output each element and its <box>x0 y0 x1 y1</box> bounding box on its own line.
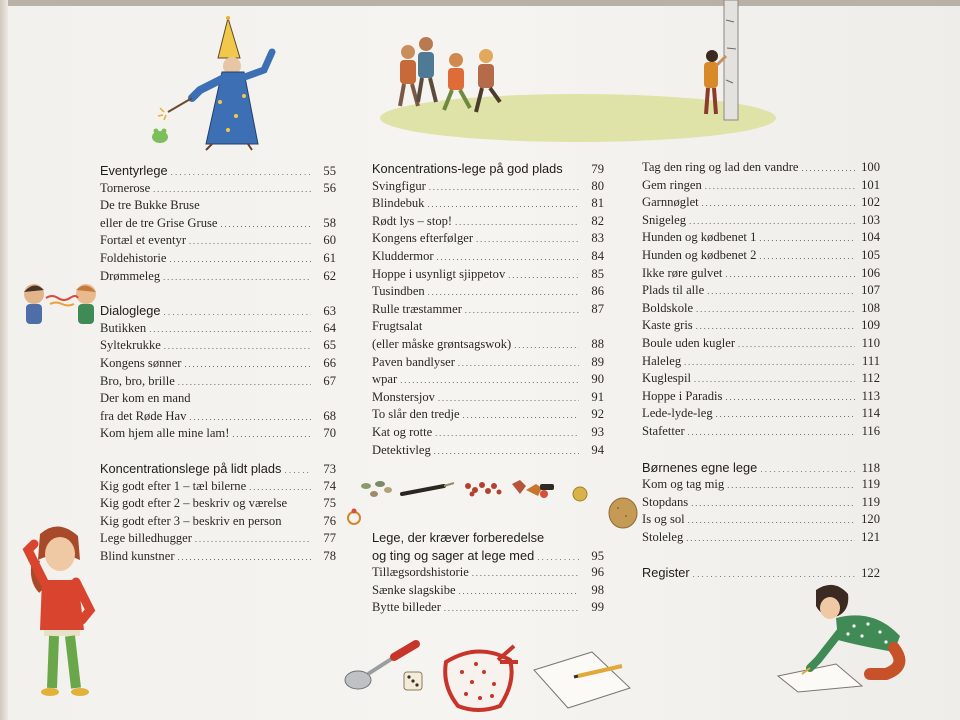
toc-page-number: 89 <box>591 354 604 369</box>
toc-leader-dots <box>185 355 312 374</box>
toc-column-3 <box>642 159 880 582</box>
toc-section-boernenes-egne-lege <box>642 459 880 547</box>
dice-icon <box>402 670 424 692</box>
toc-leader-dots <box>688 423 855 442</box>
toc-title: Lege, der kræver forberedelse <box>372 530 545 546</box>
toc-page-number: 122 <box>861 566 880 581</box>
toc-page-number: 58 <box>323 215 336 230</box>
toc-leader-dots <box>693 565 855 584</box>
toc-page-number: 94 <box>591 442 604 457</box>
toc-section-ring-lege <box>642 159 880 441</box>
toc-title: og ting og sager at lege med <box>372 547 535 563</box>
toc-leader-dots <box>178 373 311 392</box>
toc-title: wpar <box>372 372 398 387</box>
toc-title: Sænke slagskibe <box>372 582 456 597</box>
toc-title: Ikke røre gulvet <box>642 265 723 280</box>
toc-title: Haleleg <box>642 353 682 368</box>
toc-title: Kig godt efter 2 – beskriv og værelse <box>100 496 288 511</box>
toc-entry <box>372 266 604 284</box>
toc-title: Monstersjov <box>372 389 435 404</box>
toc-title: Kongens efterfølger <box>372 231 474 246</box>
toc-title: Kluddermor <box>372 248 434 263</box>
toc-page-number: 83 <box>591 231 604 246</box>
toc-page-number: 64 <box>323 320 336 335</box>
toc-title: Hoppe i Paradis <box>642 388 723 403</box>
toc-entry <box>372 389 604 407</box>
toc-page-number: 98 <box>591 582 604 597</box>
toc-entry <box>642 529 880 547</box>
toc-page-number: 101 <box>861 177 880 192</box>
toc-page-number: 109 <box>861 318 880 333</box>
toc-entry <box>100 513 336 531</box>
toc-entry <box>642 247 880 265</box>
toc-title: Kom hjem alle mine lam! <box>100 426 230 441</box>
toc-entry <box>642 194 880 212</box>
toc-title: De tre Bukke Bruse <box>100 198 200 213</box>
toc-leader-dots <box>684 353 855 372</box>
toc-title: Lege billedhugger <box>100 531 192 546</box>
toc-title: Kig godt efter 3 – beskriv en person <box>100 513 282 528</box>
toc-entry <box>372 248 604 266</box>
toc-leader-dots <box>802 159 856 178</box>
toc-leader-dots <box>400 371 579 390</box>
toc-entry <box>372 582 604 600</box>
toc-leader-dots <box>689 212 855 231</box>
toc-entry <box>372 301 604 319</box>
girl-thinking-icon <box>18 520 102 710</box>
toc-leader-dots <box>702 194 855 213</box>
toc-leader-dots <box>444 599 579 618</box>
toc-leader-dots <box>759 247 855 266</box>
toc-title: Der kom en mand <box>100 391 191 406</box>
toc-entry <box>372 424 604 442</box>
toc-entry <box>642 405 880 423</box>
toc-section-register <box>642 564 880 582</box>
toc-leader-dots <box>153 180 311 199</box>
toc-title: eller de tre Grise Gruse <box>100 215 218 230</box>
toc-entry <box>100 495 336 513</box>
toc-page-number: 65 <box>323 338 336 353</box>
potato-icon <box>606 496 640 530</box>
toc-title: Bytte billeder <box>372 600 441 615</box>
toc-page-number: 85 <box>591 266 604 281</box>
toc-title: Gem ringen <box>642 177 702 192</box>
toc-title: Frugtsalat <box>372 319 423 334</box>
toc-entry <box>642 317 880 335</box>
toc-entry <box>100 373 336 391</box>
toc-entry <box>100 337 336 355</box>
toc-entry <box>372 195 604 213</box>
toc-page-number: 121 <box>861 529 880 544</box>
toc-page-number: 61 <box>323 250 336 265</box>
toc-entry <box>100 530 336 548</box>
toc-entry <box>100 478 336 496</box>
girl-hiding-tree-icon <box>672 0 752 125</box>
toc-leader-dots <box>435 424 579 443</box>
toc-title: Kuglespil <box>642 371 691 386</box>
toc-page-number: 86 <box>591 284 604 299</box>
toc-entry <box>100 408 336 426</box>
toc-title: Plads til alle <box>642 283 705 298</box>
toc-page-number: 66 <box>323 355 336 370</box>
toc-page-number: 81 <box>591 196 604 211</box>
toc-leader-dots <box>232 425 311 444</box>
toc-page-number: 105 <box>861 247 880 262</box>
toc-leader-dots <box>428 283 579 302</box>
toc-leader-dots <box>696 300 855 319</box>
toc-entry <box>100 197 336 215</box>
toc-section-eventyrlege <box>100 162 336 285</box>
toc-title: To slår den tredje <box>372 407 460 422</box>
toc-title: Tornerose <box>100 180 151 195</box>
toc-heading <box>642 459 880 477</box>
toc-entry <box>100 390 336 408</box>
toc-page-number: 95 <box>591 548 604 563</box>
toc-heading <box>642 564 880 582</box>
toc-entry <box>100 268 336 286</box>
toc-page-number: 102 <box>861 195 880 210</box>
toc-leader-dots <box>465 301 579 320</box>
toc-leader-dots <box>691 494 855 513</box>
toc-leader-dots <box>178 548 311 567</box>
toc-section-koncentrationslege-god-plads <box>372 160 604 459</box>
toc-page-number: 119 <box>861 477 880 492</box>
toc-page-number: 116 <box>861 423 880 438</box>
toc-entry <box>372 371 604 389</box>
toc-title: Blind kunstner <box>100 548 175 563</box>
toc-title: Syltekrukke <box>100 338 161 353</box>
toc-leader-dots <box>429 178 579 197</box>
toc-leader-dots <box>705 177 855 196</box>
toc-page-number: 67 <box>323 373 336 388</box>
toc-page-number: 76 <box>323 513 336 528</box>
toc-page-number: 107 <box>861 283 880 298</box>
toc-title: fra det Røde Hav <box>100 408 187 423</box>
toc-title: Fortæl et eventyr <box>100 233 187 248</box>
toc-entry <box>642 177 880 195</box>
toc-leader-dots <box>508 266 579 285</box>
toc-title: Bro, bro, brille <box>100 373 175 388</box>
toc-title: Snigeleg <box>642 212 687 227</box>
toc-section-forberedelse <box>372 529 604 617</box>
toc-page-number: 104 <box>861 230 880 245</box>
toc-leader-dots <box>249 478 311 497</box>
toc-leader-dots <box>458 354 579 373</box>
toc-entry <box>100 355 336 373</box>
toc-page-number: 55 <box>323 164 336 178</box>
toc-title: Kig godt efter 1 – tæl bilerne <box>100 478 247 493</box>
toc-entry <box>642 476 880 494</box>
toc-page-number: 74 <box>323 478 336 493</box>
toc-page-number: 103 <box>861 212 880 227</box>
toc-title: Hoppe i usynligt sjippetov <box>372 266 506 281</box>
toc-leader-dots <box>164 337 311 356</box>
toc-entry <box>372 213 604 231</box>
toc-entry <box>372 178 604 196</box>
toc-title: Tag den ring og lad den vandre <box>642 160 799 174</box>
toc-page-number: 91 <box>591 389 604 404</box>
toc-heading <box>372 547 604 565</box>
toc-heading <box>100 162 336 180</box>
toc-title: Tusindben <box>372 284 425 299</box>
wizard-frog-icon <box>140 12 290 162</box>
toc-title: Kat og rotte <box>372 424 433 439</box>
toc-leader-dots <box>472 564 579 583</box>
whispering-kids-icon <box>20 280 102 330</box>
toc-section-koncentrationslege-lidt-plads <box>100 460 336 566</box>
toc-title: Boule uden kugler <box>642 335 736 350</box>
toc-page-number: 79 <box>591 162 604 176</box>
toc-page-number: 90 <box>591 372 604 387</box>
bandana-icon <box>438 642 520 714</box>
toc-page-number: 108 <box>861 300 880 315</box>
toc-title: Stafetter <box>642 423 685 438</box>
toc-entry <box>100 548 336 566</box>
toc-page-number: 70 <box>323 426 336 441</box>
toc-entry <box>372 283 604 301</box>
toc-entry <box>100 250 336 268</box>
toc-heading <box>372 160 604 178</box>
toc-title: Register <box>642 565 690 581</box>
paper-pencil-icon <box>530 648 634 712</box>
toc-title: Koncentrationslege på lidt plads <box>100 460 282 476</box>
toc-page-number: 62 <box>323 268 336 283</box>
toc-title: Foldehistorie <box>100 250 167 265</box>
toc-entry <box>642 370 880 388</box>
toc-page-number: 110 <box>861 335 880 350</box>
toc-entry <box>642 300 880 318</box>
toc-title: Hunden og kødbenet 2 <box>642 247 757 262</box>
toc-entry <box>372 442 604 460</box>
toc-page-number: 78 <box>323 548 336 563</box>
toc-page-number: 112 <box>861 371 880 386</box>
toc-leader-dots <box>189 408 311 427</box>
toc-entry <box>372 336 604 354</box>
toc-page-number: 56 <box>323 180 336 195</box>
toc-entry <box>642 229 880 247</box>
toc-leader-dots <box>459 582 579 601</box>
toc-entry <box>642 212 880 230</box>
toc-title: Paven bandlyser <box>372 354 455 369</box>
toc-title: Kaste gris <box>642 318 693 333</box>
toc-section-dialoglege <box>100 302 336 443</box>
toc-entry <box>100 425 336 443</box>
toc-page-number: 88 <box>591 336 604 351</box>
toc-entry <box>642 265 880 283</box>
toc-leader-dots <box>169 250 311 269</box>
toc-entry <box>100 232 336 250</box>
toc-title: Kom og tag mig <box>642 477 725 492</box>
toc-column-1 <box>100 162 336 565</box>
toc-page-number: 60 <box>323 233 336 248</box>
toc-entry <box>372 354 604 372</box>
toc-entry <box>100 320 336 338</box>
toc-heading <box>372 529 604 547</box>
toc-leader-dots <box>725 388 855 407</box>
toc-title: Dialoglege <box>100 303 161 319</box>
toc-leader-dots <box>716 405 855 424</box>
toc-page-number: 75 <box>323 496 336 511</box>
toc-title: Rulle træstammer <box>372 301 462 316</box>
toc-page-number: 106 <box>861 265 880 280</box>
toc-title: Børnenes egne lege <box>642 459 758 475</box>
toc-leader-dots <box>149 320 311 339</box>
toc-leader-dots <box>738 335 855 354</box>
toc-title: Is og sol <box>642 512 685 527</box>
toc-page-number: 93 <box>591 424 604 439</box>
toc-title: Drømmeleg <box>100 268 161 283</box>
toc-page-number: 114 <box>861 406 880 421</box>
toc-title: Koncentrations-lege på god plads <box>372 161 563 176</box>
toc-entry <box>642 335 880 353</box>
toc-entry <box>372 406 604 424</box>
toc-title: Kongens sønner <box>100 355 182 370</box>
toc-leader-dots <box>434 442 579 461</box>
book-spine-edge <box>0 0 8 720</box>
toc-leader-dots <box>189 232 311 251</box>
toc-page-number: 96 <box>591 565 604 580</box>
toc-leader-dots <box>725 265 855 284</box>
toc-entry <box>642 282 880 300</box>
toc-leader-dots <box>195 530 311 549</box>
toc-page-number: 120 <box>861 512 880 527</box>
toc-leader-dots <box>696 317 855 336</box>
toc-entry <box>372 230 604 248</box>
toc-title: Lede-lyde-leg <box>642 406 713 421</box>
toc-page-number: 119 <box>861 494 880 509</box>
toc-entry <box>642 353 880 371</box>
toc-page-number: 80 <box>591 178 604 193</box>
toc-page-number: 63 <box>323 304 336 319</box>
toc-leader-dots <box>438 389 579 408</box>
toc-title: Rødt lys – stop! <box>372 213 453 228</box>
toc-title: Garnnøglet <box>642 195 699 210</box>
toc-page-number: 68 <box>323 408 336 423</box>
toc-title: (eller måske grøntsagswok) <box>372 336 512 351</box>
toc-leader-dots <box>686 529 855 548</box>
toc-page-number: 111 <box>862 353 880 368</box>
toc-title: Stoleleg <box>642 529 684 544</box>
toc-page-number: 84 <box>591 248 604 263</box>
toc-leader-dots <box>759 229 855 248</box>
toc-title: Stopdans <box>642 494 689 509</box>
toc-page-number: 73 <box>323 461 336 476</box>
toc-entry <box>642 423 880 441</box>
toc-leader-dots <box>463 406 579 425</box>
toc-title: Blindebuk <box>372 196 425 211</box>
toc-leader-dots <box>727 476 855 495</box>
girl-drawing-icon <box>776 582 926 694</box>
toc-entry <box>642 494 880 512</box>
toc-leader-dots <box>221 215 312 234</box>
toc-title: Tillægsordshistorie <box>372 565 469 580</box>
toc-title: Hunden og kødbenet 1 <box>642 230 757 245</box>
toc-heading <box>100 302 336 320</box>
toc-leader-dots <box>707 282 855 301</box>
toc-entry <box>100 215 336 233</box>
toc-title: Svingfigur <box>372 178 426 193</box>
toc-leader-dots <box>694 370 855 389</box>
toc-leader-dots <box>427 195 579 214</box>
toc-page-number: 87 <box>591 301 604 316</box>
toc-page-number: 118 <box>861 460 880 475</box>
toc-page-number: 92 <box>591 407 604 422</box>
toc-entry <box>100 180 336 198</box>
toc-column-2 <box>372 160 604 617</box>
toc-leader-dots <box>455 213 579 232</box>
toc-leader-dots <box>514 336 579 355</box>
toc-title: Detektivleg <box>372 442 431 457</box>
toc-entry <box>642 511 880 529</box>
toc-leader-dots <box>437 248 579 267</box>
toc-leader-dots <box>688 511 855 530</box>
toc-entry <box>372 599 604 617</box>
toc-heading <box>100 460 336 478</box>
toc-entry <box>372 564 604 582</box>
toc-entry <box>642 388 880 406</box>
toc-page-number: 82 <box>591 213 604 228</box>
toc-title: Butikken <box>100 320 147 335</box>
toc-page-number: 113 <box>861 388 880 403</box>
toc-page-number: 100 <box>861 160 880 174</box>
toc-entry <box>372 318 604 336</box>
toc-title: Boldskole <box>642 300 694 315</box>
toc-page-number: 99 <box>591 600 604 615</box>
toc-title: Eventyrlege <box>100 163 168 178</box>
toc-entry <box>642 159 880 177</box>
toc-leader-dots <box>163 268 311 287</box>
toc-leader-dots <box>476 230 579 249</box>
toc-page-number: 77 <box>323 531 336 546</box>
